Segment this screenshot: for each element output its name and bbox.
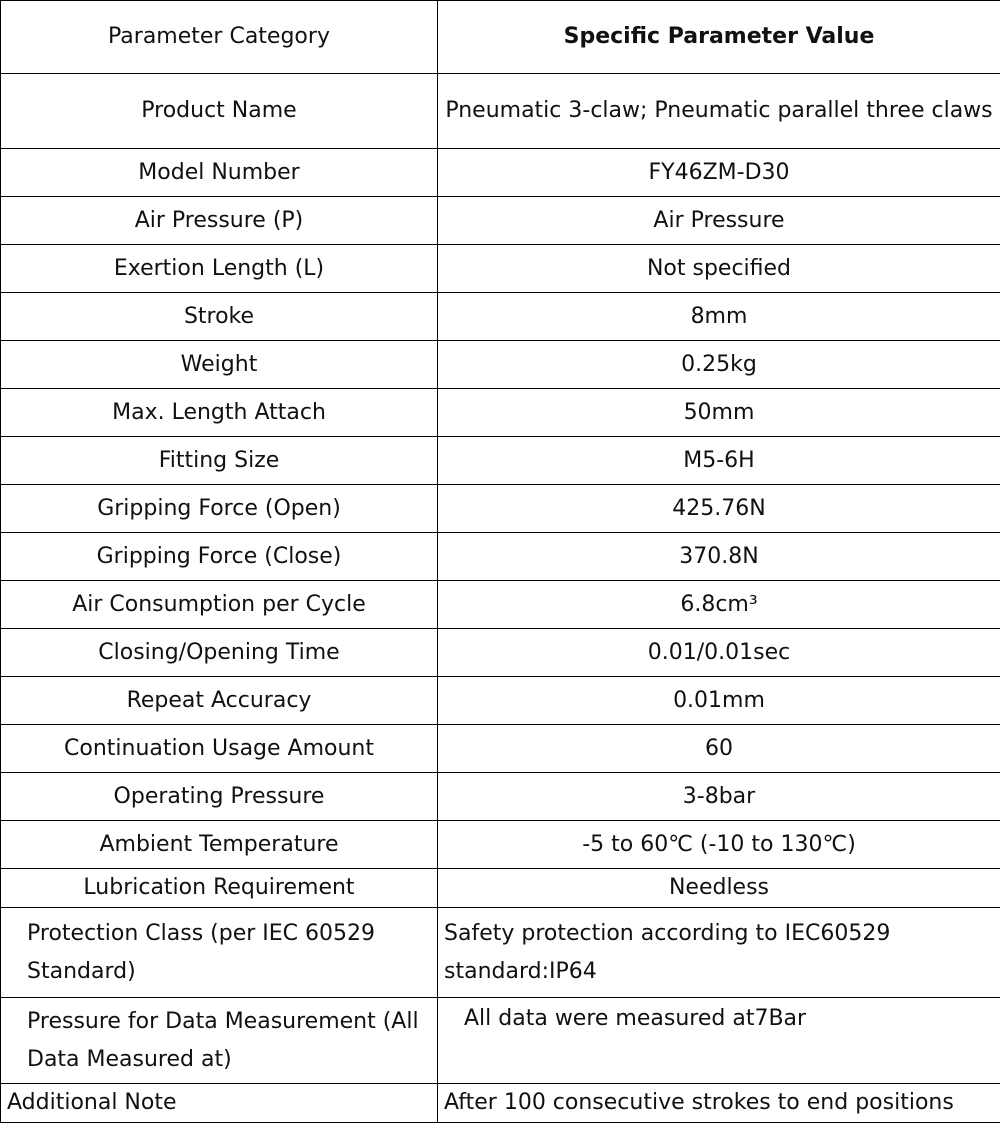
table-row [1, 908, 1000, 998]
parameter-category-cell: Ambient Temperature [1, 821, 438, 869]
table-row [1, 821, 1000, 869]
table-row [1, 341, 1000, 389]
parameter-category-cell: Fitting Size [1, 437, 438, 485]
parameter-category-cell: Exertion Length (L) [1, 245, 438, 293]
table-row [1, 389, 1000, 437]
table-row [1, 437, 1000, 485]
parameter-value-cell: Needless [438, 869, 1000, 908]
parameter-value-cell: 50mm [438, 389, 1000, 437]
parameter-category-cell: Continuation Usage Amount [1, 725, 438, 773]
table-row [1, 581, 1000, 629]
parameter-value-cell: 3-8bar [438, 773, 1000, 821]
parameter-category-cell: Max. Length Attach [1, 389, 438, 437]
parameter-category-cell: Air Consumption per Cycle [1, 581, 438, 629]
parameter-value-cell: Not specified [438, 245, 1000, 293]
table-row [1, 485, 1000, 533]
parameter-category-cell: Protection Class (per IEC 60529 Standard) [1, 908, 438, 998]
table-row [1, 725, 1000, 773]
value-column-header: Specific Parameter Value [438, 1, 1000, 74]
table-row [1, 74, 1000, 149]
parameter-category-cell: Stroke [1, 293, 438, 341]
table-row [1, 629, 1000, 677]
table-row [1, 677, 1000, 725]
table-row [1, 1084, 1000, 1123]
parameter-category-cell: Weight [1, 341, 438, 389]
parameter-value-cell: 370.8N [438, 533, 1000, 581]
parameter-category-cell: Additional Note [1, 1084, 438, 1123]
table-row [1, 245, 1000, 293]
parameter-value-cell: 6.8cm³ [438, 581, 1000, 629]
parameter-category-cell: Lubrication Requirement [1, 869, 438, 908]
parameter-value-cell: 425.76N [438, 485, 1000, 533]
parameter-value-cell: 8mm [438, 293, 1000, 341]
parameter-value-cell: M5-6H [438, 437, 1000, 485]
table-row [1, 998, 1000, 1084]
parameter-value-cell: FY46ZM-D30 [438, 149, 1000, 197]
parameter-category-cell: Product Name [1, 74, 438, 149]
parameter-category-cell: Operating Pressure [1, 773, 438, 821]
table-row [1, 773, 1000, 821]
parameter-category-cell: Air Pressure (P) [1, 197, 438, 245]
parameter-category-cell: Repeat Accuracy [1, 677, 438, 725]
parameter-category-cell: Gripping Force (Close) [1, 533, 438, 581]
table-row [1, 293, 1000, 341]
table-row [1, 149, 1000, 197]
parameter-value-cell: Air Pressure [438, 197, 1000, 245]
table-row [1, 197, 1000, 245]
parameter-value-cell: 0.01mm [438, 677, 1000, 725]
table-row [1, 533, 1000, 581]
parameter-value-cell: After 100 consecutive strokes to end positions [438, 1084, 1000, 1123]
parameter-value-cell: 0.25kg [438, 341, 1000, 389]
parameter-value-cell: -5 to 60℃ (-10 to 130℃) [438, 821, 1000, 869]
category-column-header: Parameter Category [1, 1, 438, 74]
parameter-category-cell: Closing/Opening Time [1, 629, 438, 677]
parameter-value-cell: 0.01/0.01sec [438, 629, 1000, 677]
parameter-value-cell: Pneumatic 3-claw; Pneumatic parallel three claws [438, 74, 1000, 149]
parameter-value-cell: Safety protection according to IEC60529 standard:IP64 [438, 908, 1000, 998]
table-row [1, 869, 1000, 908]
parameter-category-cell: Pressure for Data Measurement (All Data Measured at) [1, 998, 438, 1084]
parameter-category-cell: Model Number [1, 149, 438, 197]
parameter-value-cell: 60 [438, 725, 1000, 773]
parameter-category-cell: Gripping Force (Open) [1, 485, 438, 533]
table-header-row [1, 1, 1000, 74]
parameter-value-cell: All data were measured at7Bar [438, 998, 1000, 1084]
